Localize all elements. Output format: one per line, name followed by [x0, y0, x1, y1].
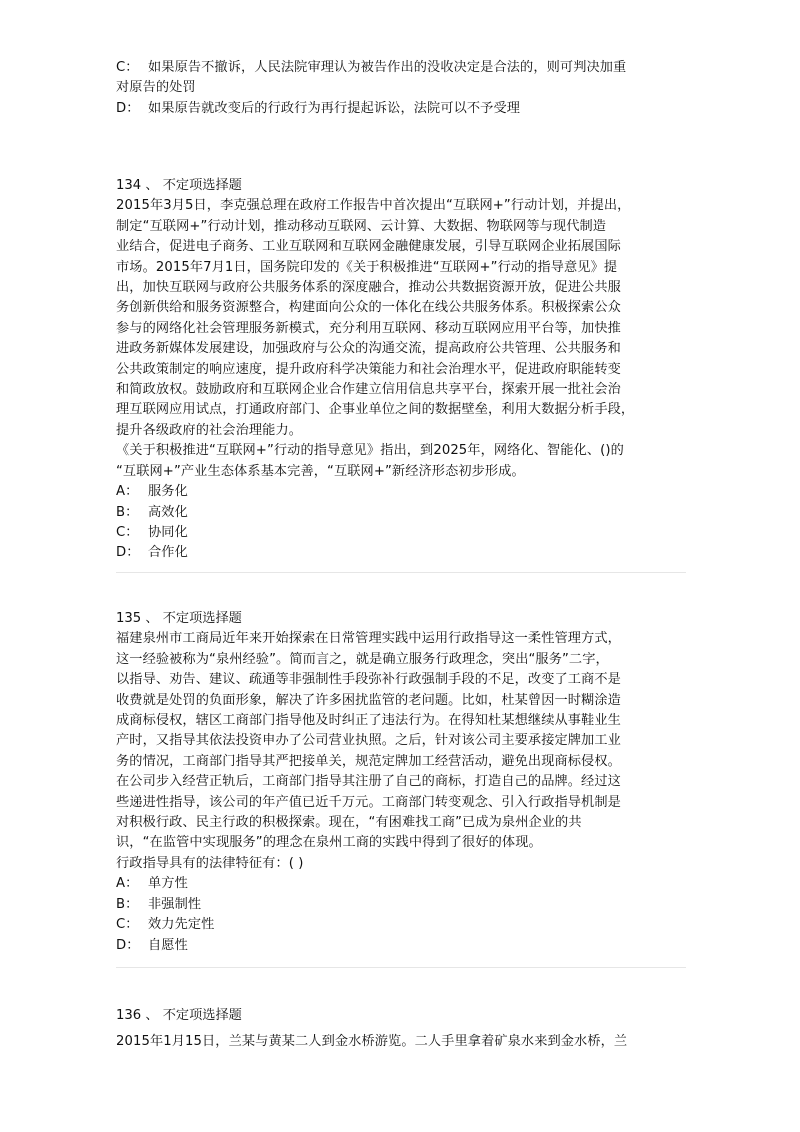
passage-line: 业结合，促进电子商务、工业互联网和互联网金融健康发展，引导互联网企业拓展国际 [116, 239, 621, 255]
passage-line: 务的情况，工商部门指导其严把接单关，规范定牌加工经营活动，避免出现商标侵权。 [116, 753, 621, 769]
question-divider [116, 967, 686, 968]
option-text: 协同化 [148, 524, 188, 540]
option-d[interactable] [116, 99, 686, 119]
option-text: 效力先定性 [148, 917, 215, 933]
passage-line: 在公司步入经营正轨后，工商部门指导其注册了自己的商标，打造自己的品牌。经过这 [116, 774, 621, 790]
passage-line: 进政务新媒体发展建设，加强政府与公众的沟通交流，提高政府公共管理、公共服务和 [116, 341, 621, 357]
stem-line: “互联网+”产业生态体系基本完善，“互联网+”新经济形态初步形成。 [116, 463, 525, 479]
question-passage [116, 196, 686, 441]
option-b[interactable] [116, 503, 686, 523]
option-d[interactable] [116, 936, 686, 956]
question-header: 135 、 不定项选择题 [116, 611, 242, 626]
passage-line: 参与的网络化社会管理服务新模式，充分利用互联网、移动互联网应用平台等，加快推 [116, 320, 621, 336]
question-stem [116, 854, 686, 874]
option-text: 合作化 [148, 545, 188, 561]
option-label: D： [116, 937, 140, 953]
passage-line: 制定“互联网+”行动计划，推动移动互联网、云计算、大数据、物联网等与现代制造 [116, 218, 607, 234]
question-135 [116, 609, 686, 956]
passage-line: 理互联网应用试点，打通政府部门、企事业单位之间的数据壁垒，利用大数据分析手段， [116, 402, 635, 418]
option-label: C： [116, 524, 139, 540]
passage-line: 以指导、劝告、建议、疏通等非强制性手段弥补行政强制手段的不足，改变了工商不是 [116, 672, 621, 688]
option-label: B： [116, 896, 139, 912]
passage-line: 公共政策制定的响应速度，提升政府科学决策能力和社会治理水平，促进政府职能转变 [116, 361, 621, 377]
option-text: 如果原告不撤诉，人民法院审理认为被告作出的没收决定是合法的，则可判决加重 [148, 60, 627, 75]
passage-line: 2015年1月15日，兰某与黄某二人到金水桥游览。二人手里拿着矿泉水来到金水桥，兰 [116, 1034, 628, 1050]
option-label: A： [116, 484, 139, 500]
question-136 [116, 1006, 686, 1053]
option-label: D： [116, 100, 140, 116]
prev-question-options [116, 58, 686, 119]
passage-line: 出，加快互联网与政府公共服务体系的深度融合，推动公共数据资源开放，促进公共服 [116, 280, 621, 296]
option-text: 单方性 [148, 876, 188, 892]
passage-line: 产时，又指导其依法投资申办了公司营业执照。之后，针对该公司主要承接定牌加工业 [116, 733, 621, 749]
option-a[interactable] [116, 482, 686, 502]
passage-line: 务创新供给和服务资源整合，构建面向公众的一体化在线公共服务体系。积极探索公众 [116, 300, 621, 316]
stem-line: 《关于积极推进“互联网+”行动的指导意见》指出，到2025年，网络化、智能化、()的 [116, 443, 624, 459]
question-header: 134 、 不定项选择题 [116, 178, 242, 193]
option-text: 对原告的处罚 [116, 80, 196, 96]
question-passage [116, 629, 686, 853]
question-divider [116, 572, 686, 573]
passage-line: 和简政放权。鼓励政府和互联网企业合作建立信用信息共享平台，探索开展一批社会治 [116, 382, 621, 398]
passage-line: 2015年3月5日，李克强总理在政府工作报告中首次提出“互联网+”行动计划，并提出， [116, 198, 631, 214]
stem-line: 行政指导具有的法律特征有：( ) [116, 855, 304, 871]
passage-line: 收费就是处罚的负面形象，解决了许多困扰监管的老问题。比如，杜某曾因一时糊涂造 [116, 692, 621, 708]
passage-line: 识，“在监管中实现服务”的理念在泉州工商的实践中得到了很好的体现。 [116, 835, 542, 851]
question-stem [116, 441, 686, 482]
option-a[interactable] [116, 874, 686, 894]
question-passage [116, 1032, 686, 1052]
option-b[interactable] [116, 895, 686, 915]
option-list [116, 482, 686, 564]
question-134 [116, 176, 686, 564]
passage-line: 成商标侵权，辖区工商部门指导他及时纠正了违法行为。在得知杜某想继续从事鞋业生 [116, 713, 621, 729]
option-c[interactable] [116, 915, 686, 935]
option-label: C： [116, 917, 139, 933]
passage-line: 这一经验被称为“泉州经验”。简而言之，就是确立服务行政理念，突出“服务”二字， [116, 651, 609, 667]
option-c[interactable] [116, 523, 686, 543]
question-header: 136 、 不定项选择题 [116, 1008, 242, 1023]
option-label: D： [116, 545, 140, 561]
option-text: 如果原告就改变后的行政行为再行提起诉讼，法院可以不予受理 [148, 100, 521, 116]
option-text: 自愿性 [148, 937, 188, 953]
passage-line: 市场。2015年7月1日，国务院印发的《关于积极推进“互联网+”行动的指导意见》提 [116, 259, 618, 275]
passage-line: 提升各级政府的社会治理能力。 [116, 422, 303, 438]
option-list [116, 874, 686, 956]
passage-line: 些递进性指导，该公司的年产值已近千万元。工商部门转变观念、引入行政指导机制是 [116, 794, 621, 810]
passage-line: 福建泉州市工商局近年来开始探索在日常管理实践中运用行政指导这一柔性管理方式， [116, 631, 621, 647]
option-text: 服务化 [148, 484, 188, 500]
option-text: 非强制性 [148, 896, 202, 912]
option-text: 高效化 [148, 504, 188, 520]
passage-line: 对积极行政、民主行政的积极探索。现在，“有困难找工商”已成为泉州企业的共 [116, 815, 582, 831]
option-c[interactable] [116, 58, 686, 78]
option-label: C： [116, 60, 139, 75]
option-d[interactable] [116, 543, 686, 563]
option-c-continued [116, 78, 686, 98]
option-label: B： [116, 504, 139, 520]
option-label: A： [116, 876, 139, 892]
